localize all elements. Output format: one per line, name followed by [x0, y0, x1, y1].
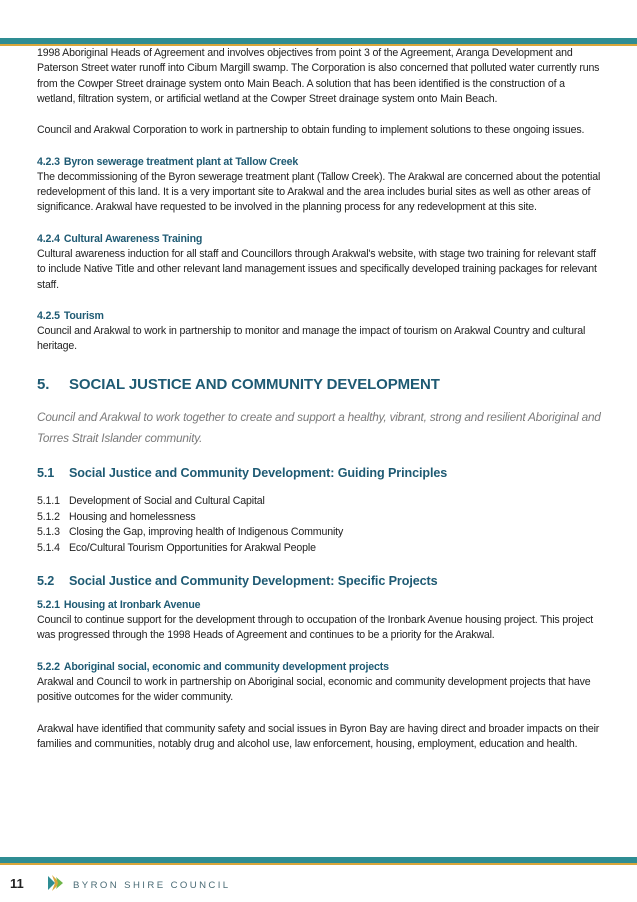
item-text: Closing the Gap, improving health of Indigenous Community: [69, 526, 344, 539]
page-content: [37, 46, 605, 752]
item-number: 5.1.3: [37, 526, 60, 539]
section-number: 5.: [37, 375, 50, 393]
council-logo-icon: [46, 873, 66, 893]
section-title: SOCIAL JUSTICE AND COMMUNITY DEVELOPMENT: [69, 375, 440, 393]
paragraph: Cultural awareness induction for all staff and Councillors through Arakwal's website, with stage two training for relevant staff to include Native Title and other relevant land management issues and specifically developed training packages for relevant staff.: [37, 247, 597, 291]
paragraph: Council and Arakwal to work in partnership to monitor and manage the impact of tourism on Arakwal Country and cultural heritage.: [37, 324, 586, 353]
section-heading-5-2: [37, 572, 605, 590]
section-number: 5.2: [37, 573, 55, 588]
item-text: Eco/Cultural Tourism Opportunities for Arakwal People: [69, 542, 316, 555]
page-number: 11: [10, 876, 24, 891]
item-number: 5.1.4: [37, 542, 60, 555]
paragraph: Arakwal have identified that community safety and social issues in Byron Bay are having direct and broader impacts on their families and communities, notably drug and alcohol use, law enforcement, housing, employment, education and health.: [37, 722, 600, 750]
list-item: [37, 510, 605, 526]
item-number: 5.1.1: [37, 494, 60, 507]
section-number: 4.2.4: [37, 232, 60, 245]
section-number: 4.2.5: [37, 309, 60, 322]
subsection-heading-4-2-5: [37, 309, 605, 324]
paragraph: Council to continue support for the development through to occupation of the Ironbark Avenue housing project. This project was progressed through the 1998 Heads of Agreement and continues to be a priority for the Arakwal.: [37, 613, 594, 642]
item-number: 5.1.2: [37, 510, 60, 523]
list-item: [37, 494, 605, 510]
paragraph: Arakwal and Council to work in partnership on Aboriginal social, economic and community development projects that have positive outcomes for the wider community.: [37, 675, 591, 704]
section-title: Tourism: [63, 309, 104, 322]
item-text: Development of Social and Cultural Capital: [69, 494, 265, 507]
paragraph: 1998 Aboriginal Heads of Agreement and involves objectives from point 3 of the Agreement, Aranga Development and Paterson Street water runoff into Cibum Margill swamp. The Corporation is also concerned that polluted water currently runs from the Cowper Street drainage system onto Main Beach. A solution that has been identified is the construction of a wetland, filtration system, or artificial wetland at the Cowper Street drainage system onto Main Beach.: [37, 47, 600, 106]
section-title: Cultural Awareness Training: [63, 232, 203, 245]
section-title: Byron sewerage treatment plant at Tallow Creek: [63, 155, 299, 168]
section-title: Aboriginal social, economic and community development projects: [63, 660, 389, 673]
section-heading-5: [37, 374, 605, 396]
section-title: Social Justice and Community Development: Specific Projects: [69, 573, 438, 588]
section-title: Social Justice and Community Development: Guiding Principles: [69, 465, 448, 480]
list-item: [37, 541, 605, 557]
subsection-heading-4-2-3: [37, 155, 605, 170]
section-heading-5-1: [37, 464, 605, 482]
section-number: 5.2.2: [37, 660, 60, 673]
bottom-band-gold: [0, 863, 637, 865]
paragraph: The decommissioning of the Byron sewerage treatment plant (Tallow Creek). The Arakwal are concerned about the potential redevelopment of this land. It is a very important site to Arakwal and the area includes burial sites as well as other areas of significance. Arakwal have requested to be involved in the planning process for any redevelopment at this site.: [37, 170, 601, 214]
guiding-principles-list: [37, 494, 605, 557]
item-text: Housing and homelessness: [69, 510, 196, 523]
subsection-heading-4-2-4: [37, 232, 605, 247]
subsection-heading-5-2-2: [37, 660, 605, 675]
section-number: 5.2.1: [37, 598, 60, 611]
section-number: 4.2.3: [37, 155, 60, 168]
paragraph: Council and Arakwal Corporation to work in partnership to obtain funding to implement solutions to these ongoing issues.: [37, 124, 585, 137]
subsection-heading-5-2-1: [37, 598, 605, 613]
section-number: 5.1: [37, 465, 55, 480]
section-intro: Council and Arakwal to work together to create and support a healthy, vibrant, strong and resilient Aboriginal and Torres Strait Islander community.: [37, 409, 601, 445]
section-title: Housing at Ironbark Avenue: [63, 598, 201, 611]
list-item: [37, 525, 605, 541]
council-name: BYRON SHIRE COUNCIL: [73, 880, 231, 891]
